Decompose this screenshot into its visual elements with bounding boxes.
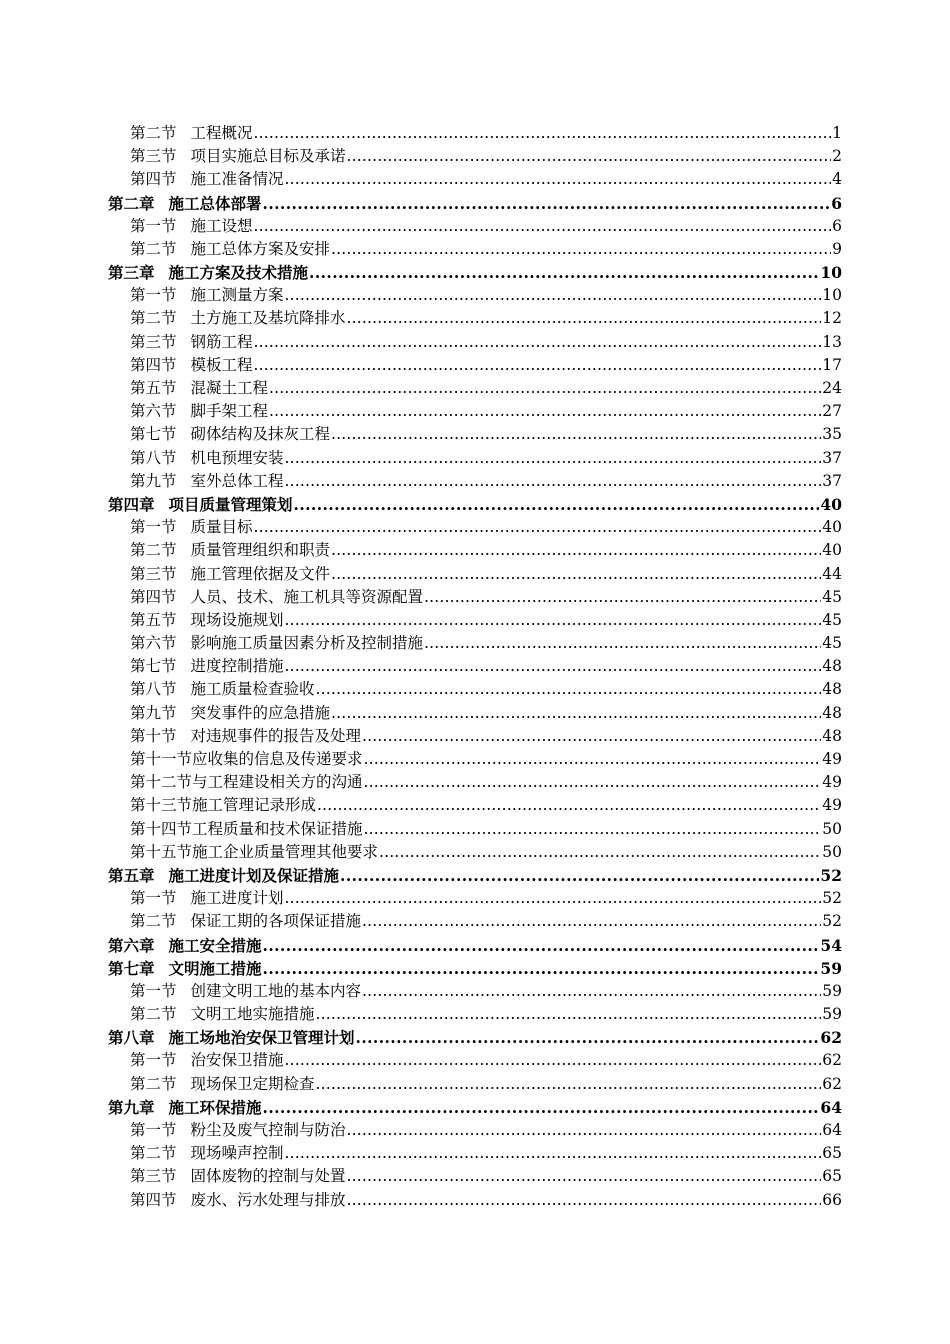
- dot-leader: [269, 400, 821, 423]
- toc-entry-title: 固体废物的控制与处置: [190, 1167, 346, 1186]
- toc-entry-number: 第四节: [130, 170, 177, 189]
- table-of-contents: [108, 122, 842, 1212]
- toc-section-entry[interactable]: [108, 841, 842, 864]
- toc-entry-label: [130, 725, 361, 748]
- toc-section-entry[interactable]: [108, 122, 842, 145]
- dot-leader: [364, 818, 822, 841]
- toc-page-number: 17: [822, 355, 842, 374]
- toc-entry-title: 现场噪声控制: [190, 1144, 284, 1163]
- toc-entry-number: 第九节: [130, 703, 177, 722]
- dot-leader: [285, 1049, 822, 1072]
- toc-section-entry[interactable]: [108, 331, 842, 354]
- toc-page-number: 6: [832, 216, 842, 235]
- toc-entry-number: 第三节: [130, 147, 177, 166]
- toc-entry-title: 施工准备情况: [190, 170, 284, 189]
- toc-entry-label: [130, 586, 423, 609]
- toc-section-entry[interactable]: [108, 308, 842, 331]
- toc-entry-title: 现场设施规划: [190, 610, 284, 629]
- toc-entry-title: 对违规事件的报告及处理: [190, 726, 362, 745]
- toc-entry-number: 第五节: [130, 379, 177, 398]
- toc-entry-title: 施工进度计划及保证措施: [168, 865, 340, 885]
- dot-leader: [347, 307, 822, 330]
- toc-entry-number: 第八节: [130, 448, 177, 467]
- toc-section-entry[interactable]: [108, 609, 842, 632]
- toc-entry-label: [130, 215, 253, 238]
- toc-entry-number: 第七节: [130, 425, 177, 444]
- toc-entry-title: 脚手架工程: [190, 402, 269, 421]
- dot-leader: [424, 632, 821, 655]
- toc-page-number: 9: [832, 239, 842, 258]
- toc-entry-label: [130, 145, 346, 168]
- toc-section-entry[interactable]: [108, 168, 842, 191]
- toc-page-number: 49: [822, 796, 842, 815]
- toc-section-entry[interactable]: [108, 586, 842, 609]
- toc-entry-number: 第二节: [130, 1005, 177, 1024]
- toc-section-entry[interactable]: [108, 377, 842, 400]
- toc-entry-number: 第十二节: [130, 773, 193, 792]
- toc-entry-label: [130, 980, 361, 1003]
- toc-entry-title: 人员、技术、施工机具等资源配置: [190, 587, 424, 606]
- toc-entry-number: 第四章: [108, 494, 155, 514]
- toc-entry-label: [130, 563, 330, 586]
- toc-page-number: 35: [822, 425, 842, 444]
- toc-entry-title: 机电预埋安装: [190, 448, 284, 467]
- toc-entry-title: 模板工程: [190, 355, 253, 374]
- dot-leader: [285, 887, 822, 910]
- toc-section-entry[interactable]: [108, 284, 842, 307]
- toc-entry-label: [130, 122, 253, 145]
- toc-entry-title: 施工环保措施: [168, 1097, 262, 1117]
- toc-section-entry[interactable]: [108, 354, 842, 377]
- dot-leader: [331, 238, 831, 261]
- toc-entry-title: 施工管理依据及文件: [190, 564, 331, 583]
- toc-entry-label: [130, 400, 268, 423]
- toc-entry-title: 废水、污水处理与排放: [190, 1190, 346, 1209]
- toc-page-number: 40: [822, 518, 842, 537]
- toc-page-number: 2: [832, 147, 842, 166]
- toc-page-number: 6: [831, 193, 842, 213]
- toc-entry-label: [130, 841, 378, 864]
- toc-page-number: 59: [822, 981, 842, 1000]
- toc-entry-label: [130, 794, 316, 817]
- dot-leader: [285, 470, 822, 493]
- toc-entry-title: 治安保卫措施: [190, 1051, 284, 1070]
- toc-section-entry[interactable]: [108, 516, 842, 539]
- toc-entry-label: [130, 748, 363, 771]
- dot-leader: [285, 1142, 822, 1165]
- dot-leader: [285, 655, 822, 678]
- toc-entry-label: [130, 331, 253, 354]
- toc-page-number: 52: [822, 912, 842, 931]
- toc-entry-title: 突发事件的应急措施: [190, 703, 331, 722]
- toc-chapter-entry[interactable]: [108, 864, 842, 887]
- toc-page-number: 13: [822, 332, 842, 351]
- toc-page-number: 44: [822, 564, 842, 583]
- dot-leader: [254, 331, 822, 354]
- toc-entry-title: 施工总体部署: [168, 193, 262, 213]
- toc-section-entry[interactable]: [108, 725, 842, 748]
- toc-page-number: 62: [822, 1074, 842, 1093]
- toc-entry-title: 混凝土工程: [190, 379, 269, 398]
- toc-page-number: 37: [822, 471, 842, 490]
- toc-entry-label: [130, 284, 284, 307]
- toc-entry-number: 第七章: [108, 958, 155, 978]
- toc-entry-title: 粉尘及废气控制与防治: [190, 1121, 346, 1140]
- toc-section-entry[interactable]: [108, 470, 842, 493]
- toc-entry-label: [130, 516, 253, 539]
- toc-section-entry[interactable]: [108, 1189, 842, 1212]
- toc-entry-title: 文明施工措施: [168, 958, 262, 978]
- toc-entry-title: 工程概况: [190, 123, 253, 142]
- toc-page-number: 48: [822, 680, 842, 699]
- toc-entry-title: 项目实施总目标及承诺: [190, 147, 346, 166]
- toc-chapter-entry[interactable]: [108, 192, 842, 215]
- dot-leader: [331, 539, 821, 562]
- dot-leader: [347, 1165, 822, 1188]
- toc-entry-title: 钢筋工程: [190, 332, 253, 351]
- toc-section-entry[interactable]: [108, 400, 842, 423]
- dot-leader: [347, 1119, 822, 1142]
- dot-leader: [294, 493, 820, 516]
- toc-entry-number: 第四节: [130, 587, 177, 606]
- toc-page-number: 54: [820, 935, 842, 955]
- toc-entry-number: 第六节: [130, 402, 177, 421]
- toc-entry-title: 施工总体方案及安排: [190, 239, 331, 258]
- toc-entry-number: 第一节: [130, 518, 177, 537]
- toc-page-number: 62: [822, 1051, 842, 1070]
- toc-entry-label: [130, 632, 423, 655]
- toc-entry-label: [108, 192, 262, 215]
- toc-page-number: 64: [822, 1121, 842, 1140]
- toc-section-entry[interactable]: [108, 1050, 842, 1073]
- toc-chapter-entry[interactable]: [108, 261, 842, 284]
- toc-entry-label: [130, 1003, 315, 1026]
- toc-chapter-entry[interactable]: [108, 957, 842, 980]
- toc-entry-title: 砌体结构及抹灰工程: [190, 425, 331, 444]
- toc-section-entry[interactable]: [108, 447, 842, 470]
- toc-section-entry[interactable]: [108, 794, 842, 817]
- toc-entry-number: 第八节: [130, 680, 177, 699]
- dot-leader: [316, 1003, 822, 1026]
- toc-page-number: 65: [822, 1167, 842, 1186]
- dot-leader: [285, 168, 832, 191]
- toc-entry-label: [130, 447, 284, 470]
- toc-section-entry[interactable]: [108, 563, 842, 586]
- toc-page-number: 49: [822, 750, 842, 769]
- dot-leader: [331, 563, 821, 586]
- toc-entry-title: 施工进度计划: [190, 889, 284, 908]
- toc-section-entry[interactable]: [108, 1165, 842, 1188]
- toc-page-number: 45: [822, 587, 842, 606]
- toc-page-number: 62: [820, 1028, 842, 1048]
- toc-entry-label: [130, 771, 363, 794]
- toc-entry-label: [108, 864, 339, 887]
- toc-entry-label: [130, 910, 361, 933]
- toc-page-number: 66: [822, 1190, 842, 1209]
- toc-page-number: 1: [832, 123, 842, 142]
- dot-leader: [379, 841, 821, 864]
- toc-section-entry[interactable]: [108, 771, 842, 794]
- toc-page-number: 52: [822, 889, 842, 908]
- toc-entry-label: [108, 1096, 262, 1119]
- toc-entry-label: [130, 377, 268, 400]
- toc-entry-label: [130, 539, 330, 562]
- toc-entry-number: 第二节: [130, 309, 177, 328]
- toc-entry-label: [108, 261, 308, 284]
- toc-page-number: 37: [822, 448, 842, 467]
- toc-entry-number: 第四节: [130, 1190, 177, 1209]
- toc-entry-number: 第二节: [130, 1074, 177, 1093]
- toc-entry-title: 施工方案及技术措施: [168, 263, 309, 283]
- toc-page-number: 24: [822, 379, 842, 398]
- toc-entry-label: [130, 702, 330, 725]
- toc-section-entry[interactable]: [108, 655, 842, 678]
- dot-leader: [263, 192, 831, 215]
- dot-leader: [254, 516, 822, 539]
- dot-leader: [316, 1073, 822, 1096]
- toc-entry-label: [130, 168, 284, 191]
- toc-page-number: 65: [822, 1144, 842, 1163]
- toc-entry-number: 第十节: [130, 726, 177, 745]
- toc-page-number: 12: [822, 309, 842, 328]
- toc-entry-number: 第二节: [130, 1144, 177, 1163]
- toc-section-entry[interactable]: [108, 1073, 842, 1096]
- toc-entry-title: 质量管理组织和职责: [190, 541, 331, 560]
- toc-section-entry[interactable]: [108, 539, 842, 562]
- dot-leader: [362, 980, 821, 1003]
- toc-page-number: 40: [822, 541, 842, 560]
- toc-section-entry[interactable]: [108, 215, 842, 238]
- toc-section-entry[interactable]: [108, 1119, 842, 1142]
- toc-entry-number: 第四节: [130, 355, 177, 374]
- dot-leader: [340, 864, 819, 887]
- toc-entry-label: [108, 493, 293, 516]
- toc-entry-title: 创建文明工地的基本内容: [190, 981, 362, 1000]
- dot-leader: [316, 678, 822, 701]
- toc-chapter-entry[interactable]: [108, 934, 842, 957]
- toc-entry-title: 质量目标: [190, 518, 253, 537]
- toc-page-number: 48: [822, 726, 842, 745]
- toc-entry-number: 第十五节: [130, 842, 193, 861]
- toc-entry-number: 第八章: [108, 1028, 155, 1048]
- toc-entry-label: [130, 1073, 315, 1096]
- toc-page-number: 45: [822, 634, 842, 653]
- toc-entry-title: 施工管理记录形成: [192, 796, 317, 815]
- toc-entry-label: [108, 934, 262, 957]
- toc-page-number: 59: [822, 1005, 842, 1024]
- toc-entry-number: 第一节: [130, 981, 177, 1000]
- toc-chapter-entry[interactable]: [108, 493, 842, 516]
- dot-leader: [254, 122, 832, 145]
- toc-entry-label: [130, 655, 284, 678]
- toc-entry-title: 施工设想: [190, 216, 253, 235]
- toc-entry-number: 第二章: [108, 193, 155, 213]
- dot-leader: [364, 771, 822, 794]
- dot-leader: [263, 957, 820, 980]
- toc-entry-number: 第一节: [130, 216, 177, 235]
- toc-entry-number: 第一节: [130, 286, 177, 305]
- dot-leader: [331, 702, 821, 725]
- dot-leader: [309, 261, 819, 284]
- toc-entry-title: 施工场地治安保卫管理计划: [168, 1028, 355, 1048]
- dot-leader: [285, 609, 822, 632]
- toc-page-number: 50: [822, 819, 842, 838]
- toc-entry-title: 项目质量管理策划: [168, 494, 293, 514]
- toc-entry-title: 室外总体工程: [190, 471, 284, 490]
- toc-entry-number: 第三章: [108, 263, 155, 283]
- toc-entry-number: 第六章: [108, 935, 155, 955]
- toc-entry-label: [130, 609, 284, 632]
- toc-page-number: 59: [820, 958, 842, 978]
- toc-entry-label: [130, 354, 253, 377]
- toc-page-number: 64: [820, 1097, 842, 1117]
- dot-leader: [424, 586, 821, 609]
- toc-page-number: 40: [820, 494, 842, 514]
- toc-page-number: 52: [820, 865, 842, 885]
- toc-section-entry[interactable]: [108, 1003, 842, 1026]
- toc-entry-number: 第三节: [130, 1167, 177, 1186]
- dot-leader: [254, 215, 832, 238]
- toc-page-number: 10: [820, 263, 842, 283]
- toc-section-entry[interactable]: [108, 910, 842, 933]
- toc-entry-title: 进度控制措施: [190, 657, 284, 676]
- toc-entry-title: 工程质量和技术保证措施: [192, 819, 363, 838]
- toc-entry-label: [130, 818, 363, 841]
- toc-entry-number: 第三节: [130, 332, 177, 351]
- toc-entry-label: [130, 1142, 284, 1165]
- toc-entry-number: 第七节: [130, 657, 177, 676]
- dot-leader: [356, 1026, 820, 1049]
- toc-entry-number: 第九章: [108, 1097, 155, 1117]
- toc-entry-title: 施工质量检查验收: [190, 680, 315, 699]
- toc-entry-label: [130, 887, 284, 910]
- toc-entry-label: [130, 423, 330, 446]
- toc-entry-title: 与工程建设相关方的沟通: [192, 773, 363, 792]
- toc-entry-title: 应收集的信息及传递要求: [192, 750, 363, 769]
- toc-entry-title: 施工安全措施: [168, 935, 262, 955]
- toc-entry-label: [130, 1189, 346, 1212]
- toc-section-entry[interactable]: [108, 632, 842, 655]
- dot-leader: [263, 1096, 820, 1119]
- toc-entry-label: [130, 1165, 346, 1188]
- toc-entry-title: 保证工期的各项保证措施: [190, 912, 362, 931]
- toc-page-number: 45: [822, 610, 842, 629]
- toc-entry-number: 第九节: [130, 471, 177, 490]
- toc-entry-title: 影响施工质量因素分析及控制措施: [190, 634, 424, 653]
- toc-entry-number: 第二节: [130, 912, 177, 931]
- toc-page-number: 27: [822, 402, 842, 421]
- toc-section-entry[interactable]: [108, 818, 842, 841]
- toc-entry-title: 现场保卫定期检查: [190, 1074, 315, 1093]
- toc-entry-number: 第五节: [130, 610, 177, 629]
- toc-section-entry[interactable]: [108, 423, 842, 446]
- toc-entry-title: 施工企业质量管理其他要求: [192, 842, 379, 861]
- toc-entry-number: 第一节: [130, 1051, 177, 1070]
- toc-page-number: 48: [822, 703, 842, 722]
- toc-entry-title: 施工测量方案: [190, 286, 284, 305]
- toc-section-entry[interactable]: [108, 145, 842, 168]
- toc-entry-label: [130, 1049, 284, 1072]
- toc-page-number: 10: [822, 286, 842, 305]
- dot-leader: [347, 145, 832, 168]
- toc-entry-number: 第五章: [108, 865, 155, 885]
- toc-section-entry[interactable]: [108, 1142, 842, 1165]
- toc-section-entry[interactable]: [108, 748, 842, 771]
- toc-section-entry[interactable]: [108, 702, 842, 725]
- toc-page-number: 48: [822, 657, 842, 676]
- toc-entry-number: 第二节: [130, 123, 177, 142]
- toc-entry-number: 第三节: [130, 564, 177, 583]
- toc-page-number: 50: [822, 842, 842, 861]
- dot-leader: [254, 354, 822, 377]
- toc-entry-number: 第二节: [130, 541, 177, 560]
- toc-section-entry[interactable]: [108, 238, 842, 261]
- toc-entry-number: 第十一节: [130, 750, 193, 769]
- toc-page-number: 49: [822, 773, 842, 792]
- toc-entry-label: [108, 1026, 355, 1049]
- toc-entry-label: [130, 238, 330, 261]
- dot-leader: [285, 447, 822, 470]
- dot-leader: [317, 794, 821, 817]
- toc-entry-label: [108, 957, 262, 980]
- toc-chapter-entry[interactable]: [108, 1096, 842, 1119]
- toc-entry-label: [130, 678, 315, 701]
- toc-section-entry[interactable]: [108, 887, 842, 910]
- toc-entry-number: 第十三节: [130, 796, 193, 815]
- dot-leader: [347, 1189, 822, 1212]
- toc-chapter-entry[interactable]: [108, 1026, 842, 1049]
- dot-leader: [362, 725, 821, 748]
- dot-leader: [285, 284, 822, 307]
- toc-entry-title: 土方施工及基坑降排水: [190, 309, 346, 328]
- toc-entry-label: [130, 307, 346, 330]
- toc-entry-label: [130, 470, 284, 493]
- toc-entry-number: 第二节: [130, 239, 177, 258]
- dot-leader: [362, 910, 821, 933]
- dot-leader: [364, 748, 822, 771]
- toc-section-entry[interactable]: [108, 679, 842, 702]
- toc-entry-number: 第一节: [130, 889, 177, 908]
- toc-entry-number: 第六节: [130, 634, 177, 653]
- toc-entry-title: 文明工地实施措施: [190, 1005, 315, 1024]
- dot-leader: [269, 377, 821, 400]
- toc-entry-number: 第一节: [130, 1121, 177, 1140]
- dot-leader: [263, 934, 820, 957]
- toc-entry-number: 第十四节: [130, 819, 193, 838]
- toc-page-number: 4: [832, 170, 842, 189]
- toc-entry-label: [130, 1119, 346, 1142]
- toc-section-entry[interactable]: [108, 980, 842, 1003]
- dot-leader: [331, 423, 821, 446]
